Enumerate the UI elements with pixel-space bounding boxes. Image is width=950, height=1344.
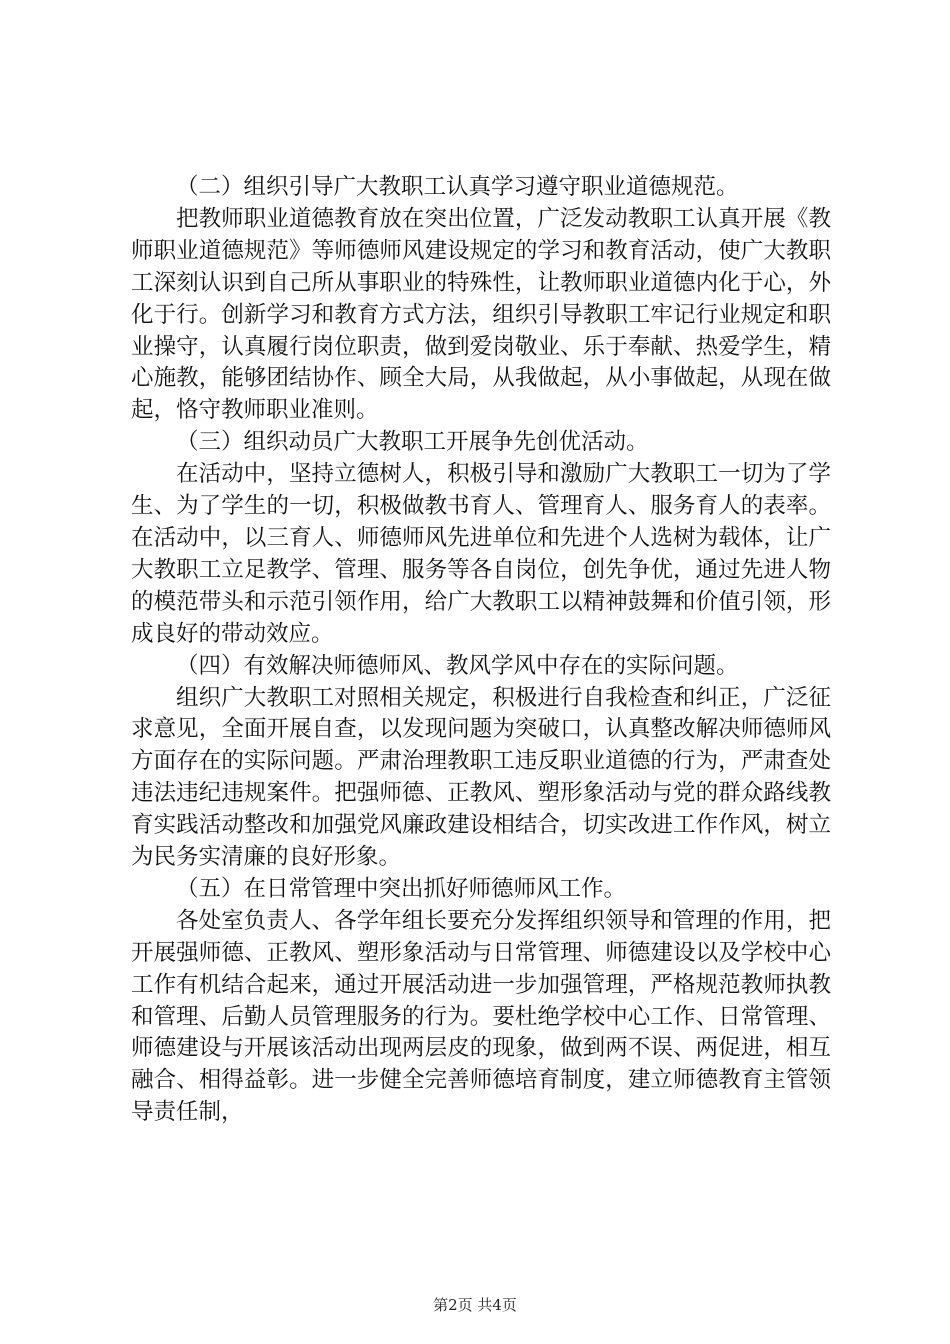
document-body <box>131 172 831 1129</box>
body-paragraph: 把教师职业道德教育放在突出位置，广泛发动教职工认真开展《教师职业道德规范》等师德师风建设规定的学习和教育活动，使广大教职工深刻认识到自己所从事职业的特殊性，让教师职业道德内化于心，外化于行。创新学习和教育方式方法，组织引导教职工牢记行业规定和职业操守，认真履行岗位职责，做到爱岗敬业、乐于奉献、热爱学生，精心施教，能够团结协作、顾全大局，从我做起，从小事做起，从现在做起，恪守教师职业准则。 <box>131 205 831 424</box>
body-paragraph: 在活动中，坚持立德树人，积极引导和激励广大教职工一切为了学生、为了学生的一切，积极做教书育人、管理育人、服务育人的表率。在活动中，以三育人、师德师风先进单位和先进个人选树为载体，让广大教职工立足教学、管理、服务等各自岗位，创先争优，通过先进人物的模范带头和示范引领作用，给广大教职工以精神鼓舞和价值引领，形成良好的带动效应。 <box>131 461 831 647</box>
section-heading-5: （五）在日常管理中突出抓好师德师风工作。 <box>176 875 627 902</box>
page-number-footer: 第2页 共4页 <box>433 1296 517 1314</box>
body-paragraph: 组织广大教职工对照相关规定，积极进行自我检查和纠正，广泛征求意见，全面开展自查，以发现问题为突破口，认真整改解决师德师风方面存在的实际问题。严肃治理教职工违反职业道德的行为，严肃查处违法违纪违规案件。把强师德、正教风、塑形象活动与党的群众路线教育实践活动整改和加强党风廉政建设相结合，切实改进工作作风，树立为民务实清廉的良好形象。 <box>131 684 831 871</box>
section-heading-3: （三）组织动员广大教职工开展争先创优活动。 <box>176 429 649 456</box>
body-paragraph: 各处室负责人、各学年组长要充分发挥组织领导和管理的作用，把开展强师德、正教风、塑形象活动与日常管理、师德建设以及学校中心工作有机结合起来，通过开展活动进一步加强管理，严格规范教师执教和管理、后勤人员管理服务的行为。要杜绝学校中心工作、日常管理、师德建设与开展该活动出现两层皮的现象，做到两不误、两促进，相互融合、相得益彰。进一步健全完善师德培育制度，建立师德教育主管领导责任制， <box>131 907 831 1126</box>
section-heading-2: （二）组织引导广大教职工认真学习遵守职业道德规范。 <box>176 174 739 200</box>
section-heading-4: （四）有效解决师德师风、教风学风中存在的实际问题。 <box>176 652 739 679</box>
